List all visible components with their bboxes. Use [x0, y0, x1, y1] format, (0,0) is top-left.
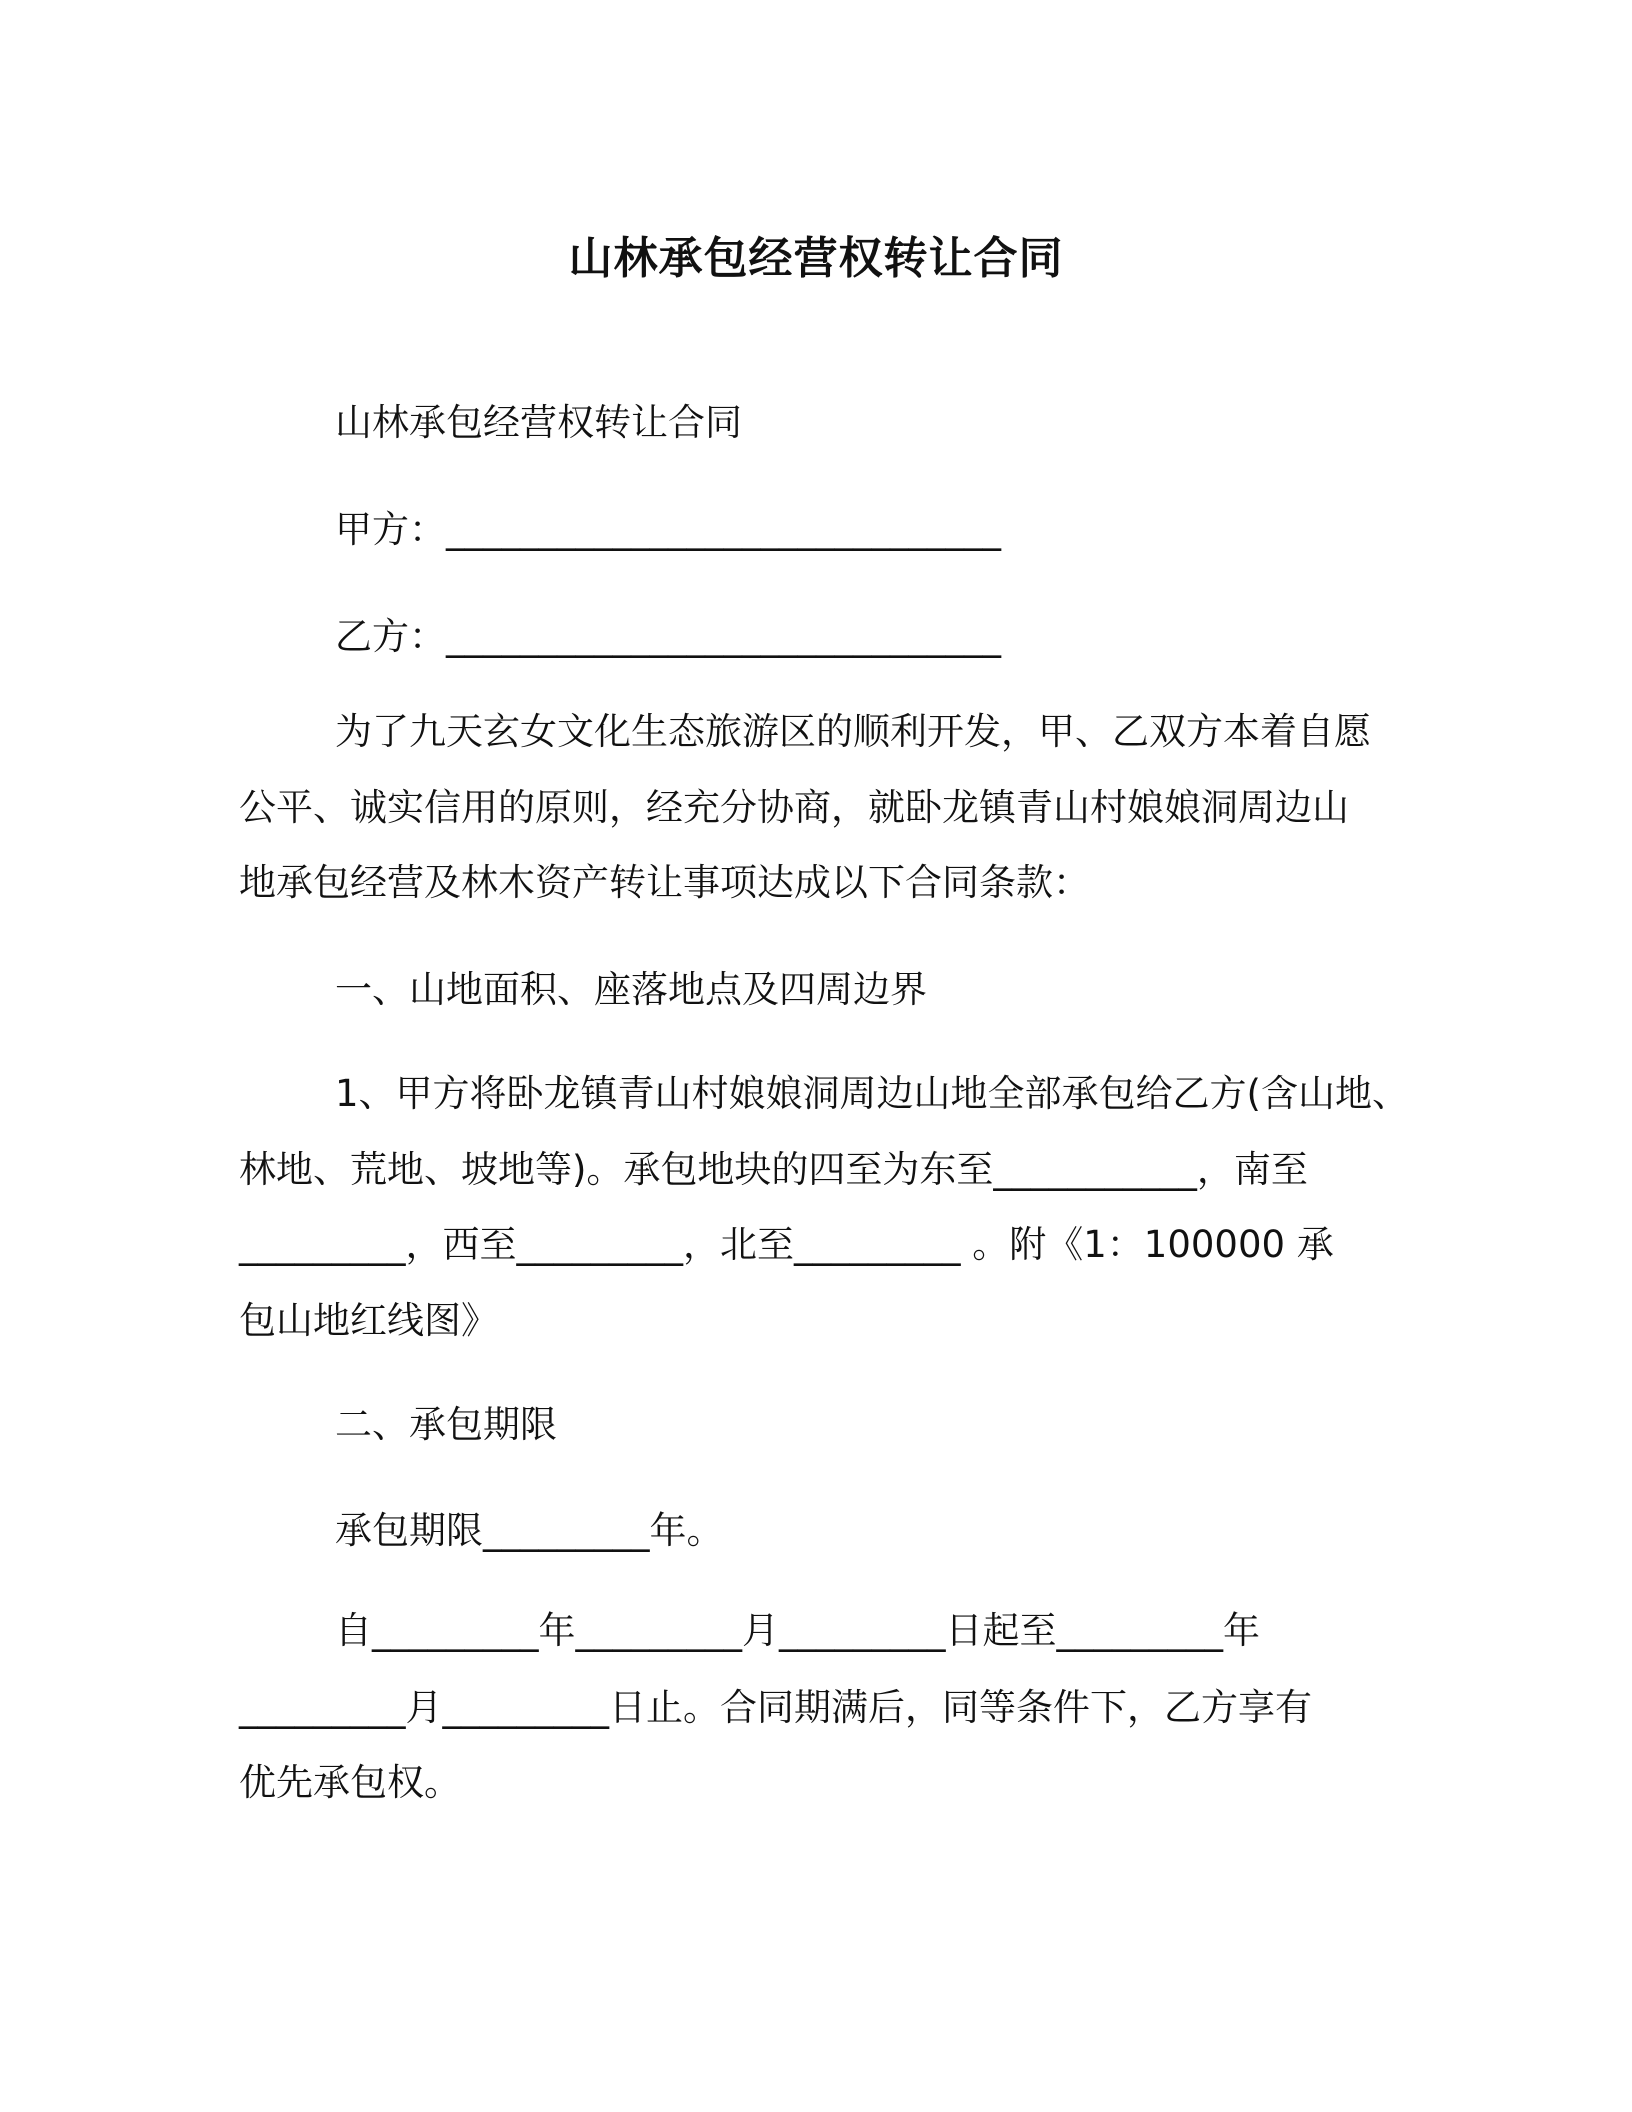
period-line: _________月_________日止。合同期满后，同等条件下，乙方享有	[239, 1686, 1312, 1729]
clause1-line: _________，西至_________，北至_________ 。附《1：100000 承	[239, 1223, 1334, 1266]
term-line: 承包期限_________年。	[335, 1509, 724, 1552]
clause1-line: 林地、荒地、坡地等)。承包地块的四至为东至___________，南至	[239, 1148, 1308, 1191]
intro-paragraph-line: 为了九天玄女文化生态旅游区的顺利开发，甲、乙双方本着自愿	[335, 710, 1371, 753]
clause1-line: 1、甲方将卧龙镇青山村娘娘洞周边山地全部承包给乙方(含山地、	[335, 1072, 1409, 1115]
period-line: 自_________年_________月_________日起至_________年	[335, 1609, 1260, 1652]
section2-heading: 二、承包期限	[335, 1403, 557, 1446]
section1-heading: 一、山地面积、座落地点及四周边界	[335, 968, 927, 1011]
period-line: 优先承包权。	[239, 1761, 461, 1804]
document-subtitle: 山林承包经营权转让合同	[335, 401, 742, 444]
intro-paragraph-line: 地承包经营及林木资产转让事项达成以下合同条款：	[239, 861, 1090, 904]
intro-paragraph-line: 公平、诚实信用的原则，经充分协商，就卧龙镇青山村娘娘洞周边山	[239, 786, 1349, 829]
party-a-field: 甲方：______________________________	[335, 508, 1001, 551]
clause1-line: 包山地红线图》	[239, 1299, 498, 1342]
party-b-field: 乙方：______________________________	[335, 615, 1001, 658]
document-title: 山林承包经营权转让合同	[568, 233, 1064, 284]
